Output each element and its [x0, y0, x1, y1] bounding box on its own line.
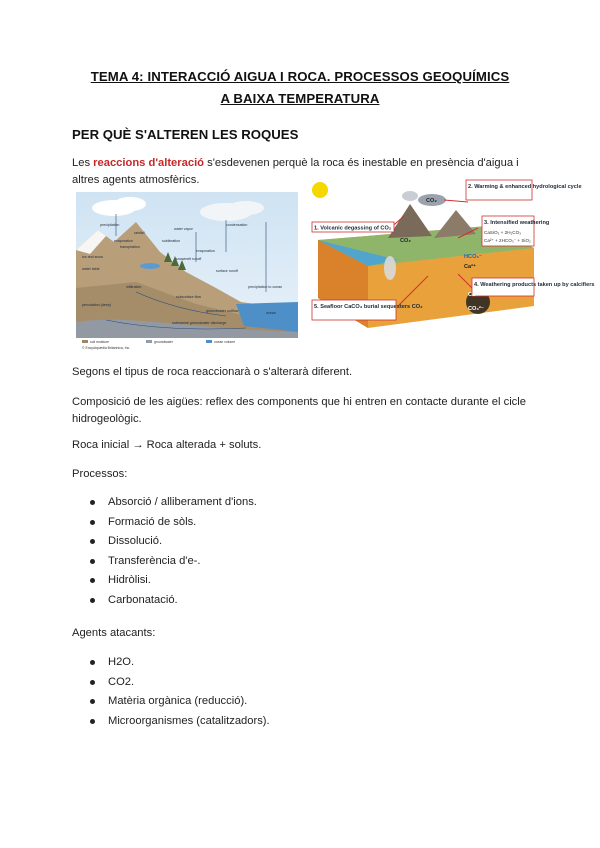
rock-type-line: Segons el tipus de roca reaccionarà o s'alterarà diferent.	[72, 366, 353, 378]
water-composition-paragraph	[72, 394, 526, 428]
list-item: Matèria orgànica (reducció).	[90, 693, 270, 713]
svg-text:evaporation: evaporation	[196, 249, 215, 253]
svg-text:ocean: ocean	[266, 311, 276, 315]
svg-text:submarine groundwater discharg: submarine groundwater discharge	[172, 321, 227, 325]
svg-text:condensation: condensation	[226, 223, 248, 227]
list-item: Absorció / alliberament d'ions.	[90, 494, 257, 514]
svg-text:5. Seafloor CaCO₃ burial seque: 5. Seafloor CaCO₃ burial sequesters CO₂	[314, 304, 423, 310]
lake	[140, 263, 160, 269]
list-item: Formació de sòls.	[90, 514, 257, 534]
intro-suffix: s'esdevenen perquè la roca és inestable en presència d'aigua i	[204, 157, 519, 169]
svg-text:evaporation: evaporation	[114, 239, 133, 243]
volcano	[388, 204, 432, 238]
svg-text:surface runoff: surface runoff	[216, 269, 238, 273]
list-item: CO2.	[90, 674, 270, 694]
intro-line2: altres agents atmosfèrics.	[72, 174, 200, 186]
svg-text:rainfall: rainfall	[134, 231, 145, 235]
agents-label: Agents atacants:	[72, 627, 156, 639]
list-item: Hidròlisi.	[90, 572, 257, 592]
svg-text:transpiration: transpiration	[120, 245, 140, 249]
agents-list	[90, 654, 270, 732]
processos-label: Processos:	[72, 468, 128, 480]
composition-line2: hidrogeològic.	[72, 413, 142, 425]
svg-text:groundwater: groundwater	[154, 340, 173, 344]
svg-text:CaSiO₃ + 2H₂CO₃: CaSiO₃ + 2H₂CO₃	[484, 230, 522, 235]
svg-text:soil moisture: soil moisture	[90, 340, 110, 344]
svg-text:CO₃²⁻: CO₃²⁻	[468, 306, 484, 312]
svg-text:© Encyclopædia Britannica, Inc: © Encyclopædia Britannica, Inc.	[82, 346, 131, 350]
carbon-cycle-diagram	[308, 178, 595, 336]
svg-text:ice and snow: ice and snow	[82, 255, 103, 259]
svg-text:groundwater outflow: groundwater outflow	[206, 309, 239, 313]
list-item: Microorganismes (catalitzadors).	[90, 713, 270, 733]
svg-text:sublimation: sublimation	[162, 239, 181, 243]
highlight-term: reaccions d'alteració	[93, 157, 205, 169]
svg-text:snowmelt runoff: snowmelt runoff	[176, 257, 202, 261]
svg-text:2. Warming & enhanced hydrolog: 2. Warming & enhanced hydrological cycle	[468, 184, 582, 190]
sun-icon	[312, 182, 328, 198]
svg-text:4. Weathering products taken u: 4. Weathering products taken up by calcifiers	[474, 282, 595, 288]
svg-text:precipitation: precipitation	[100, 223, 120, 227]
mountain	[434, 210, 476, 238]
svg-text:Ca²⁺: Ca²⁺	[468, 292, 480, 298]
svg-text:3. Intensified weathering: 3. Intensified weathering	[484, 220, 550, 226]
water-cycle-diagram	[76, 192, 298, 352]
svg-text:Ca²⁺ + 2HCO₃⁻ + SiO₂: Ca²⁺ + 2HCO₃⁻ + SiO₂	[484, 238, 531, 243]
vent-plume	[384, 256, 396, 280]
reaction-equation: Roca inicial → Roca alterada + soluts.	[72, 439, 262, 451]
svg-text:percolation (deep): percolation (deep)	[82, 303, 111, 307]
svg-text:HCO₃⁻: HCO₃⁻	[464, 254, 482, 260]
list-item: Carbonatació.	[90, 592, 257, 612]
svg-text:1. Volcanic degassing of CO₂: 1. Volcanic degassing of CO₂	[314, 225, 392, 232]
section-heading: PER QUÈ S'ALTEREN LES ROQUES	[72, 127, 299, 142]
svg-text:CO₂: CO₂	[400, 238, 411, 244]
svg-text:infiltration: infiltration	[126, 285, 142, 289]
list-item: Dissolució.	[90, 533, 257, 553]
intro-prefix: Les	[72, 157, 94, 169]
ash-plume	[402, 191, 418, 201]
svg-text:water vapor: water vapor	[174, 227, 193, 231]
document-title-line2: A BAIXA TEMPERATURA	[220, 91, 380, 106]
processos-list	[90, 494, 257, 612]
list-item: Transferència d'e-.	[90, 553, 257, 573]
list-item: H2O.	[90, 654, 270, 674]
composition-line1: Composició de les aigües: reflex des components que hi entren en contacte durante el cicle	[72, 396, 526, 408]
svg-text:subsurface flow: subsurface flow	[176, 295, 201, 299]
svg-text:ocean volume: ocean volume	[214, 340, 236, 344]
svg-text:water table: water table	[82, 267, 100, 271]
svg-text:Ca²⁺: Ca²⁺	[464, 264, 476, 270]
svg-text:CO₂: CO₂	[426, 198, 437, 204]
document-title-line1: TEMA 4: INTERACCIÓ AIGUA I ROCA. PROCESSOS GEOQUÍMICS	[90, 69, 510, 84]
svg-text:precipitation to ocean: precipitation to ocean	[248, 285, 283, 289]
